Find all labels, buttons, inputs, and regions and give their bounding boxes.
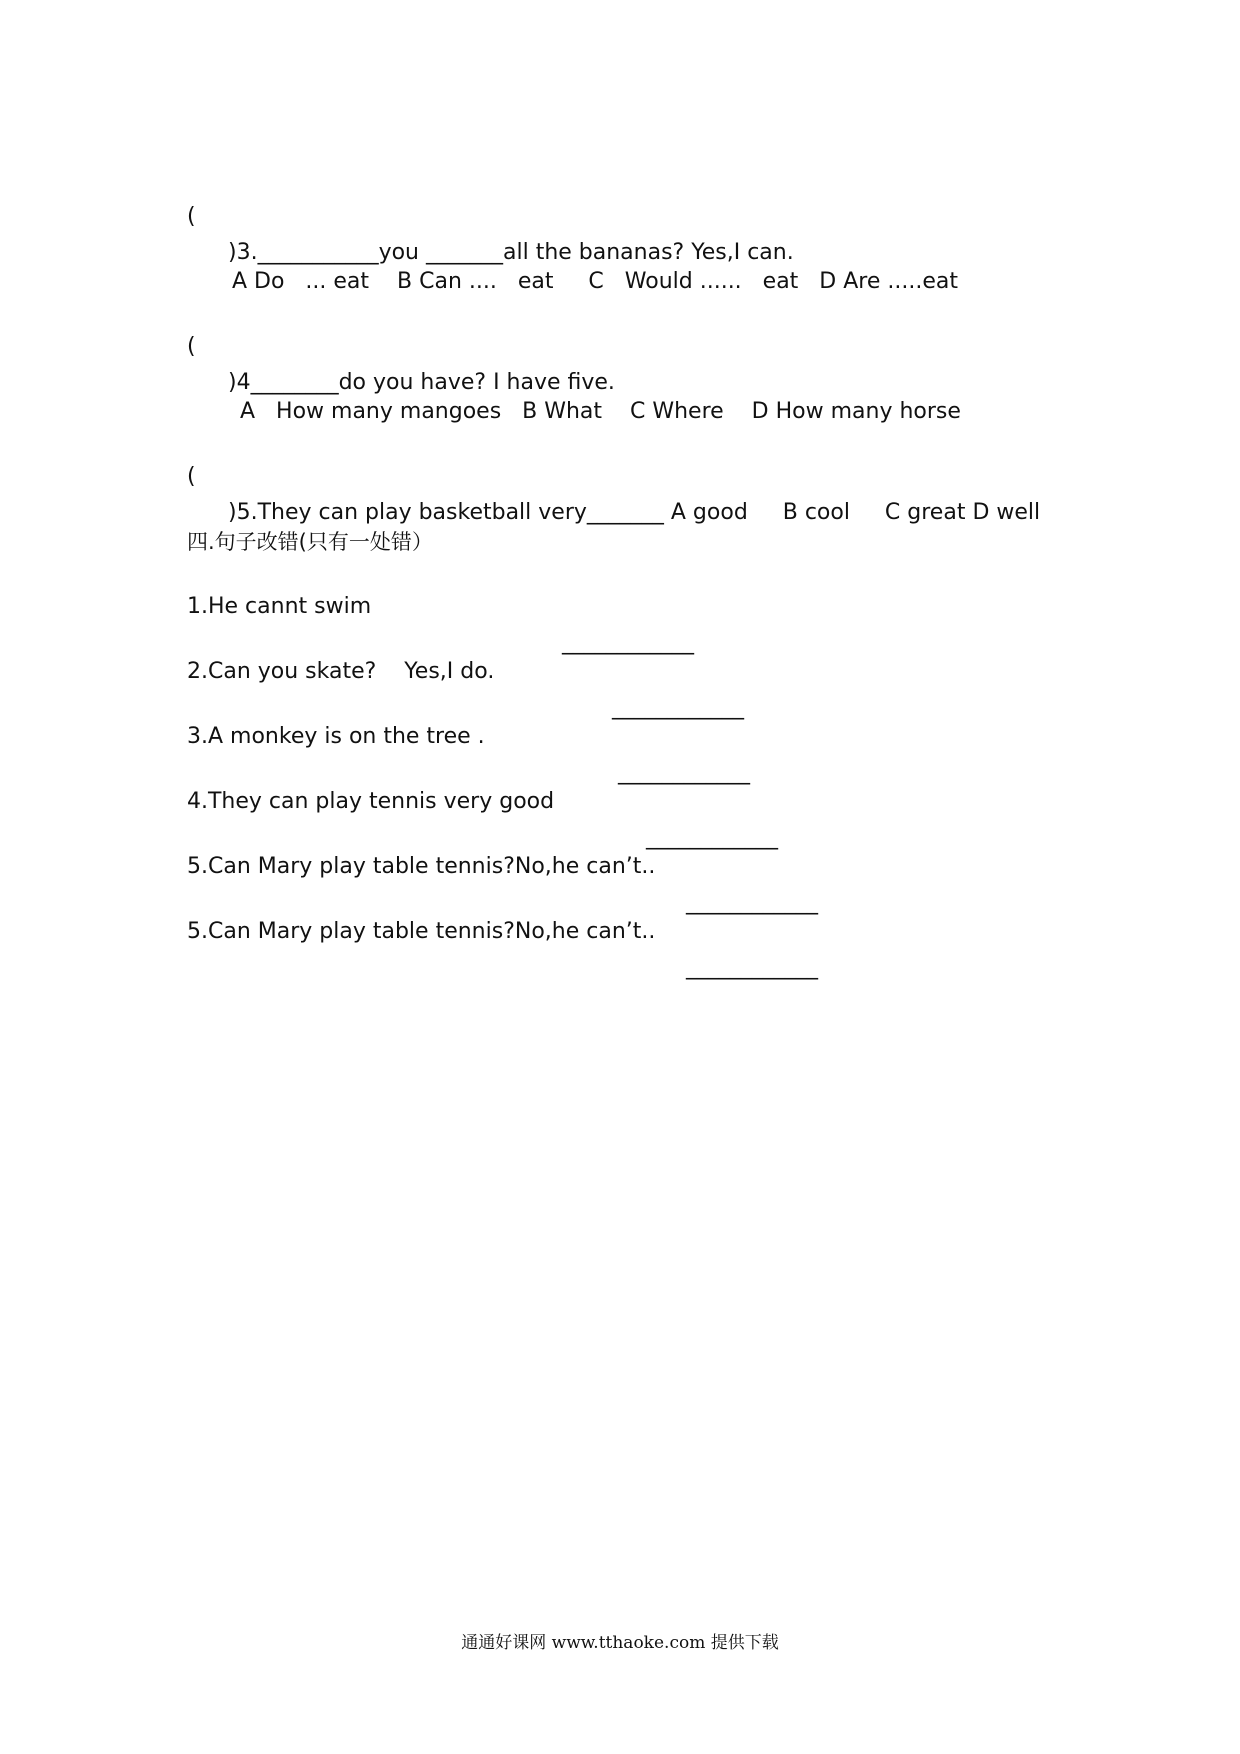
footer-credit: 通通好课网 www.tthaoke.com 提供下载 — [461, 1633, 779, 1653]
answer-blank: ____________ — [618, 760, 750, 785]
answer-blank: ____________ — [646, 825, 778, 850]
correction-item-6 — [0, 878, 818, 980]
question-4 — [0, 293, 615, 395]
sentence-text: 3.A monkey is on the tree . — [187, 724, 485, 749]
answer-blank: ____________ — [562, 630, 694, 655]
answer-paren: ( — [187, 464, 196, 489]
sentence-text: 2.Can you skate? Yes,I do. — [187, 659, 495, 684]
answer-paren: ( — [187, 204, 196, 229]
correction-item-2 — [0, 618, 744, 720]
options-text: A Do ... eat B Can .... eat C Would ...... eat D Are .....eat — [232, 269, 958, 294]
answer-blank: ____________ — [612, 695, 744, 720]
answer-blank: ____________ — [686, 955, 818, 980]
correction-item-3 — [0, 683, 750, 785]
section-title — [0, 488, 433, 554]
correction-item-1 — [0, 553, 694, 655]
options-text: A How many mangoes B What C Where D How many horse — [240, 399, 961, 424]
answer-blank: ____________ — [686, 890, 818, 915]
correction-item-5 — [0, 813, 818, 915]
sentence-text: 4.They can play tennis very good — [187, 789, 555, 814]
question-text: )4________do you have? I have five. — [228, 370, 615, 395]
answer-paren: ( — [187, 334, 196, 359]
sentence-text: 1.He cannt swim — [187, 594, 372, 619]
question-3 — [0, 163, 794, 265]
sentence-text: 5.Can Mary play table tennis?No,he can’t.. — [187, 854, 656, 879]
question-text: )3.___________you _______all the bananas? Yes,I can. — [228, 240, 794, 265]
question-text: )5.They can play basketball very_______ A good B cool C great D well — [228, 500, 1041, 525]
question-5 — [0, 423, 1041, 525]
sentence-text: 5.Can Mary play table tennis?No,he can’t.. — [187, 919, 656, 944]
correction-item-4 — [0, 748, 778, 850]
section-title-text: 四.句子改错(只有一处错） — [187, 530, 433, 554]
